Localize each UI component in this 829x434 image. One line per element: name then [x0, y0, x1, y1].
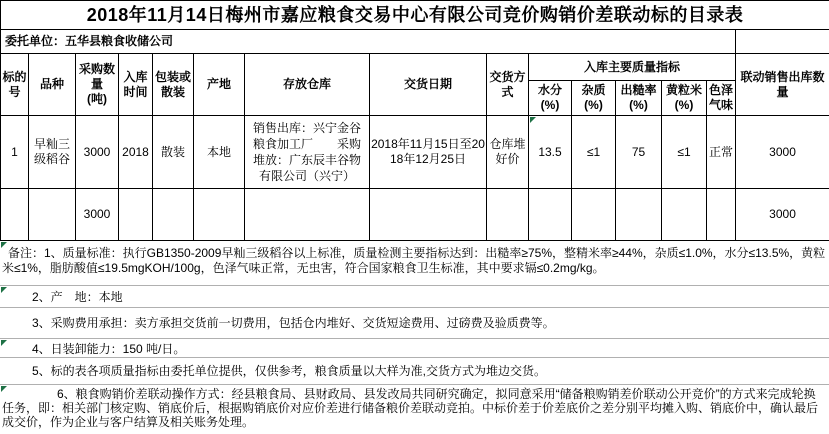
- cell-variety: [29, 189, 76, 241]
- cell-impurity: [572, 189, 616, 241]
- cell-purchase-qty: 3000: [76, 116, 119, 189]
- client-row: [1, 30, 829, 54]
- note-row-1: [0, 241, 829, 285]
- cell-packing: [153, 189, 194, 241]
- cell-yellow-grain: [662, 189, 707, 241]
- cell-linked-qty: 3000: [736, 116, 829, 189]
- cell-origin: 本地: [194, 116, 245, 189]
- cell-brown-rice-rate: [616, 189, 662, 241]
- header-yellow-grain: [662, 81, 707, 116]
- cell-color-odor: 正常: [707, 116, 736, 189]
- header-purchase-qty-unit: (吨): [87, 92, 107, 106]
- cell-color-odor: [707, 189, 736, 241]
- note-row-5: [0, 357, 829, 384]
- cell-warehouse: 销售出库：兴宁金谷粮食加工厂 采购堆放：广东辰丰谷物有限公司（兴宁）: [245, 116, 370, 189]
- note-row-4: [0, 338, 829, 357]
- cell-storage-time: 2018: [119, 116, 153, 189]
- error-indicator-icon: [1, 340, 7, 346]
- header-brown-rice-rate-text: 出糙率: [620, 83, 657, 97]
- note-text-2: 2、产 地：本地: [32, 290, 123, 304]
- cell-bid-no: 1: [1, 116, 29, 189]
- header-delivery-date: 交货日期: [370, 54, 487, 116]
- note-row-6: [0, 384, 829, 429]
- header-quality-group: 入库主要质量指标: [529, 54, 736, 81]
- header-moisture-text: 水分: [537, 83, 562, 97]
- note-text-6: 6、粮食购销价差联动操作方式：经县粮食局、县财政局、县发改局共同研究确定，拟同意采用“储备粮购销差价联动公开竞价”的方式来完成轮换任务，即：相关部门核定购、销底价后，根据购销底价对应价差进行储备粮价差联动竞拍。中标价差于价差底价之差分别平均摊入购、销底价中，确认最后成交价，作为企业与客户结算及相关账务处理。: [2, 387, 819, 429]
- cell-delivery-method: [487, 189, 529, 241]
- header-storage-time: 入库时间: [119, 54, 153, 116]
- header-brown-rice-rate: [616, 81, 662, 116]
- cell-variety: 早籼三级稻谷: [29, 116, 76, 189]
- note-text-4: 4、日装卸能力：150 吨/日。: [32, 342, 186, 356]
- header-brown-rice-rate-unit: (%): [629, 98, 648, 112]
- cell-delivery-date: [370, 189, 487, 241]
- header-impurity: [572, 81, 616, 116]
- header-impurity-text: 杂质: [581, 83, 606, 97]
- cell-origin: [194, 189, 245, 241]
- header-moisture-unit: (%): [540, 98, 560, 112]
- header-origin: 产地: [194, 54, 245, 116]
- note-text-5: 5、标的表各项质量指标由委托单位提供，仅供参考，粮食质量以大样为准,交货方式为堆边交货。: [32, 364, 547, 378]
- header-color-odor-text: 色泽气味: [708, 83, 733, 112]
- title-row: [1, 1, 829, 30]
- header-purchase-qty: [76, 54, 119, 116]
- cell-storage-time: [119, 189, 153, 241]
- cell-moisture: [529, 116, 572, 189]
- cell-delivery-date: 2018年11月15日至2018年12月25日: [370, 116, 487, 189]
- cell-linked-qty: 3000: [736, 189, 829, 241]
- header-impurity-unit: (%): [584, 98, 603, 112]
- error-indicator-icon: [1, 287, 7, 293]
- header-linked-qty: 联动销售出库数量: [736, 54, 829, 116]
- note-row-3: [0, 307, 829, 338]
- cell-delivery-method: 仓库堆好价: [487, 116, 529, 189]
- cell-yellow-grain: ≤1: [662, 116, 707, 189]
- header-yellow-grain-unit: (%): [674, 98, 694, 112]
- header-purchase-qty-text: 采购数量: [78, 62, 115, 91]
- header-row-1: [1, 54, 829, 81]
- client-row-empty-cell: [736, 30, 829, 54]
- header-moisture: [529, 81, 572, 116]
- header-packing: 包装或散装: [153, 54, 194, 116]
- cell-warehouse: [245, 189, 370, 241]
- error-indicator-icon: [1, 242, 7, 248]
- header-delivery-method: 交货方式: [487, 54, 529, 116]
- header-yellow-grain-text: 黄粒米: [665, 83, 702, 97]
- cell-purchase-qty: 3000: [76, 189, 119, 241]
- note-row-2: [0, 285, 829, 307]
- cell-packing: 散装: [153, 116, 194, 189]
- client-label: 委托单位：五华县粮食收储公司: [1, 30, 736, 54]
- header-color-odor: [707, 81, 736, 116]
- cell-comment-indicator-icon: [530, 117, 536, 123]
- note-text-1: 备注：1、质量标准：执行GB1350-2009早籼三级稻谷以上标准，质量检测主要指标达到：出糙率≥75%，整精米率≥44%，杂质≤1.0%，水分≤13.5%，黄粒米≤1%，脂肪酸值≤19.5mgKOH/100g，色泽气味正常，无虫害，符合国家粮食卫生标准，其中要求镉≤0.2mg/kg。: [2, 246, 826, 275]
- header-variety: 品种: [29, 54, 76, 116]
- note-text-3: 3、采购费用承担：卖方承担交货前一切费用，包括仓内堆好、交货短途费用、过磅费及验质费等。: [32, 316, 555, 330]
- header-bid-no: 标的号: [1, 54, 29, 116]
- data-row-2: [1, 189, 829, 241]
- cell-impurity: ≤1: [572, 116, 616, 189]
- cell-moisture-value: 13.5: [538, 144, 562, 159]
- header-warehouse: 存放仓库: [245, 54, 370, 116]
- page-title: 2018年11月14日梅州市嘉应粮食交易中心有限公司竞价购销价差联动标的目录表: [1, 1, 829, 30]
- cell-brown-rice-rate: 75: [616, 116, 662, 189]
- cell-bid-no: [1, 189, 29, 241]
- cell-moisture: [529, 189, 572, 241]
- notes-section: [0, 241, 829, 429]
- error-indicator-icon: [1, 386, 7, 392]
- data-row-1: [1, 116, 829, 189]
